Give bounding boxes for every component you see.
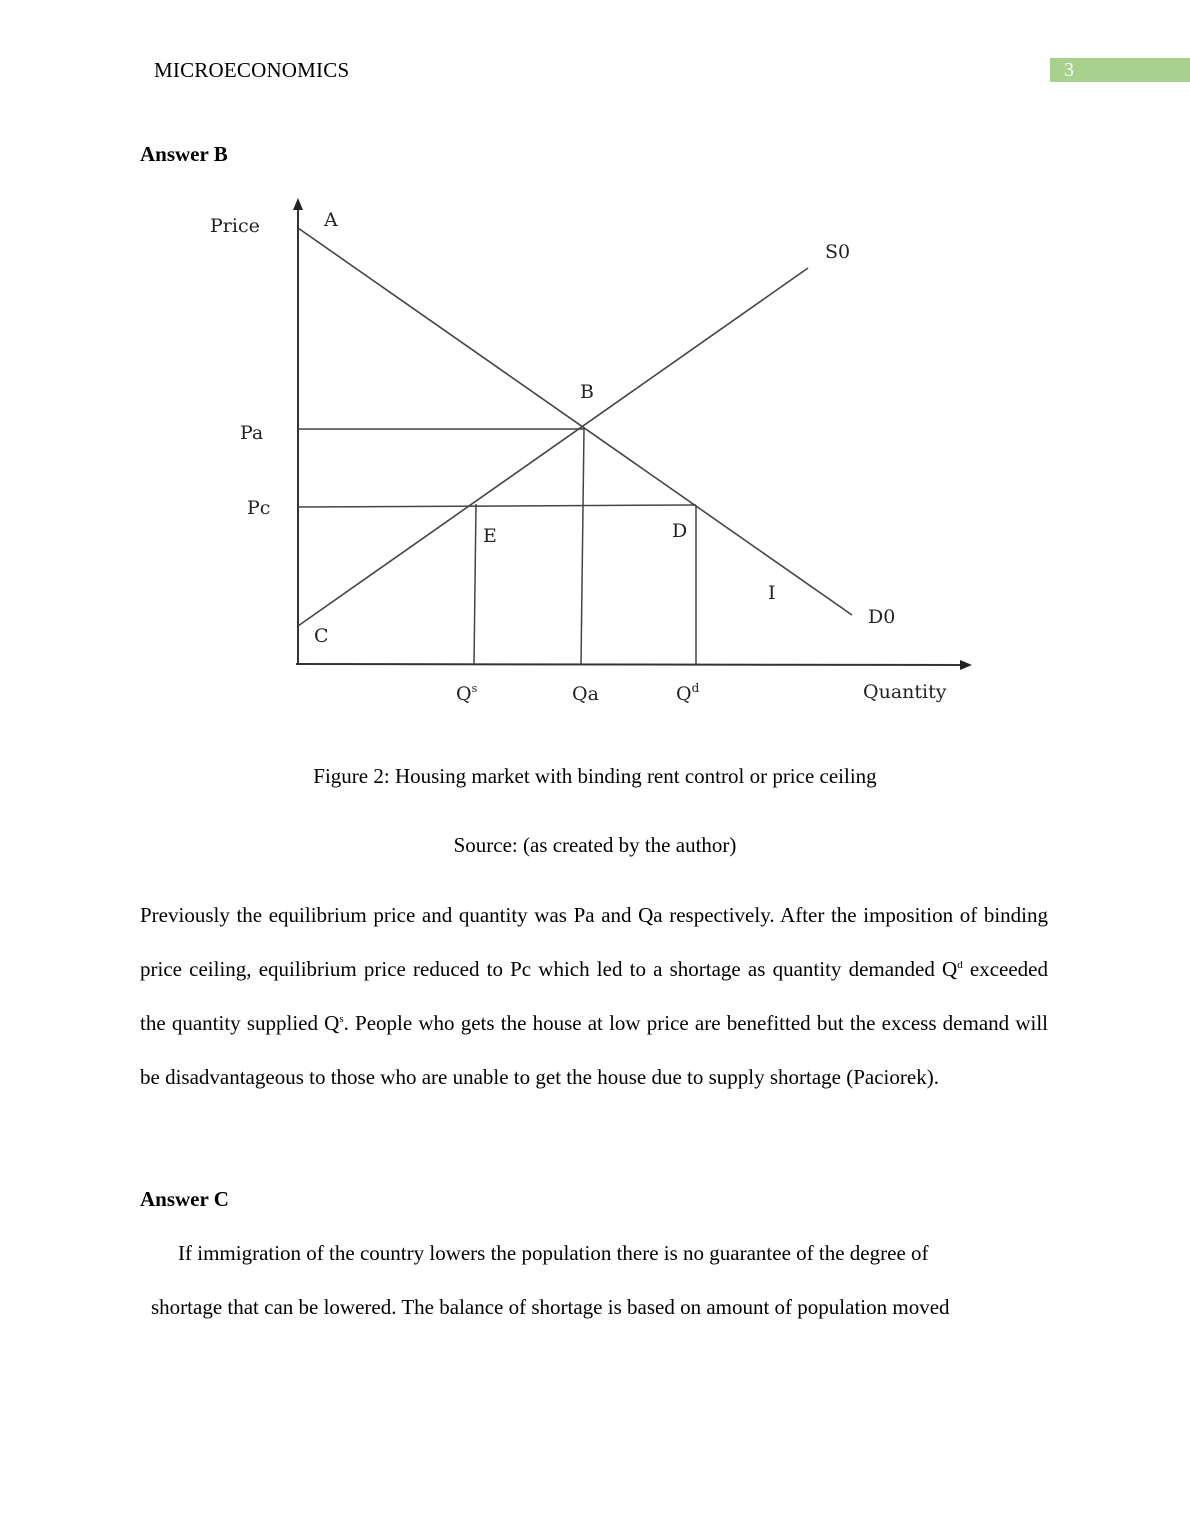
point-e-label: E [483,525,497,547]
pc-ceiling-line [298,505,696,507]
y-axis-arrowhead [293,198,303,210]
supply-curve-label: S0 [825,241,851,263]
answer-c-line-2: shortage that can be lowered. The balance of shortage is based on amount of population moved [151,1295,950,1319]
supply-curve [298,268,808,626]
demand-curve [298,228,852,615]
answer-b-heading: Answer B [140,142,228,166]
answer-c-line-1: If immigration of the country lowers the population there is no guarantee of the degree of [178,1241,929,1265]
qs-drop-line [474,504,476,664]
answer-b-paragraph: Previously the equilibrium price and quantity was Pa and Qa respectively. After the imposition of binding price ceiling, equilibrium price reduced to Pc which led to a shortage as quantity demanded $Q^d$ exceeded the quantity supplied $Q^s$. People who gets the house at low price are benefitted but the excess demand will be disadvantageous to those who are unable to get the house due to supply shortage (Paciorek). [140,903,1048,1089]
supply-demand-diagram [200,190,990,720]
demand-curve-label: D0 [868,606,896,628]
figure-source: Source: (as created by the author) [453,833,737,857]
answer-c-heading: Answer C [140,1187,229,1211]
point-b-label: B [580,381,594,403]
y-axis-label: Price [210,215,260,237]
point-i-label: I [768,582,776,604]
housing-market-figure [200,190,990,720]
point-d-label: D [672,520,688,542]
pa-price-label: Pa [240,422,264,444]
running-header-title: MICROECONOMICS [154,58,350,82]
x-axis-arrowhead [960,660,972,670]
qs-quantity-label: $Q^s$ [456,682,478,705]
point-c-label: C [314,625,329,647]
qa-drop-line [581,429,584,664]
point-a-label: A [324,209,338,231]
page-number-badge: 3 [1050,58,1190,82]
x-axis [296,664,962,665]
qd-quantity-label: $Q^d$ [676,681,700,705]
figure-caption: Figure 2: Housing market with binding rent control or price ceiling [313,764,877,788]
x-axis-label: Quantity [863,681,947,703]
qa-quantity-label: Qa [572,683,599,705]
pc-price-label: Pc [247,497,271,519]
